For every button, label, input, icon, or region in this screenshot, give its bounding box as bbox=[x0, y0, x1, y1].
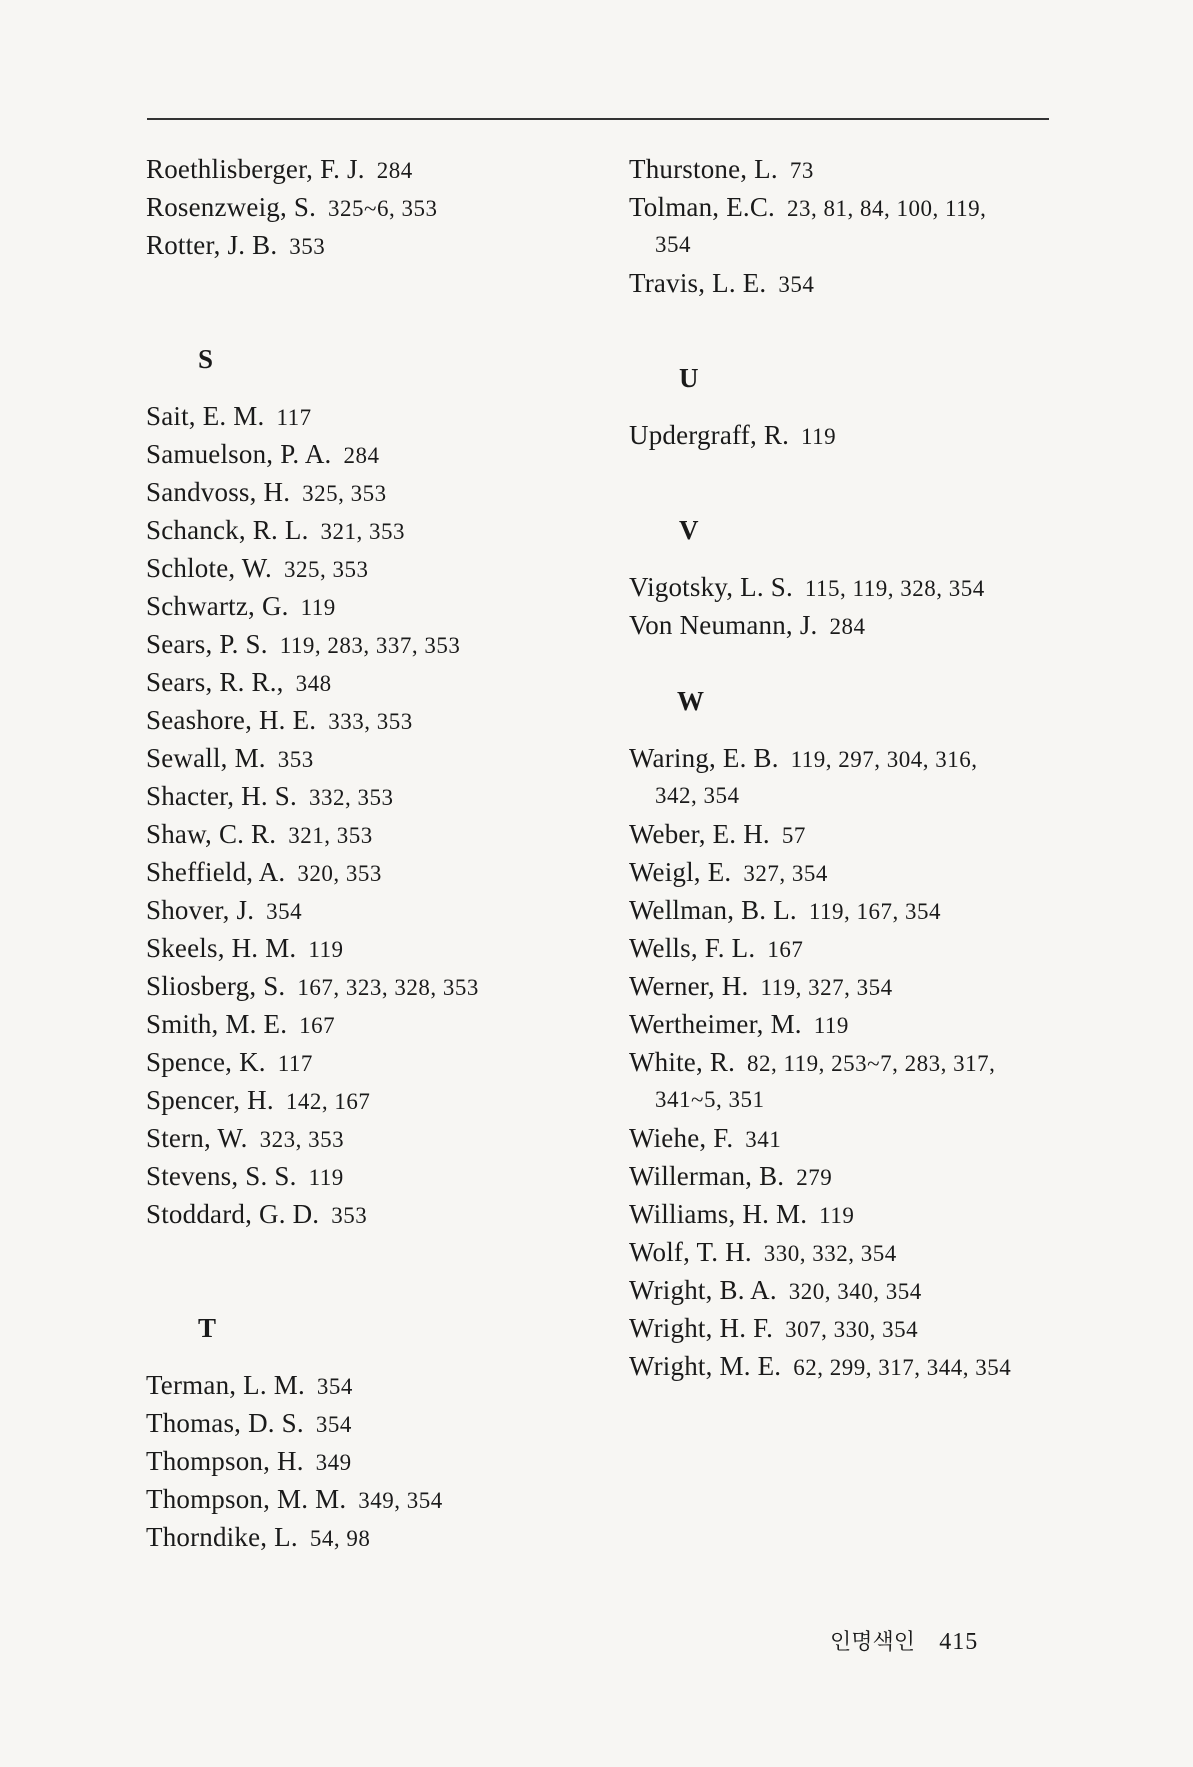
index-entry bbox=[146, 891, 586, 929]
section-heading-s: S bbox=[198, 344, 214, 374]
entry-name: Smith, M. E. bbox=[146, 1009, 288, 1039]
entry-pages: 119 bbox=[308, 937, 344, 962]
entry-name: Sears, R. R., bbox=[146, 667, 284, 697]
entry-name: Sandvoss, H. bbox=[146, 477, 291, 507]
section-heading-t: T bbox=[198, 1313, 217, 1343]
section-heading-w: W bbox=[677, 686, 704, 716]
entry-name: Thompson, H. bbox=[146, 1446, 304, 1476]
index-entry bbox=[146, 777, 586, 815]
index-entry bbox=[146, 1480, 586, 1518]
index-label: 인명색인 bbox=[830, 1630, 916, 1655]
entry-pages: 119 bbox=[801, 424, 837, 449]
entry-name: Roethlisberger, F. J. bbox=[146, 154, 365, 184]
entry-name: Updergraff, R. bbox=[629, 420, 790, 450]
index-entry: Wright, M. E. 62, 299, 317, 344, 354 bbox=[629, 1351, 1012, 1381]
index-entry bbox=[146, 1081, 586, 1119]
index-entry: Wolf, T. H. 330, 332, 354 bbox=[629, 1237, 897, 1267]
s-entries bbox=[146, 397, 586, 1233]
entry-pages: 119, 283, 337, 353 bbox=[279, 633, 461, 658]
entry-name: Vigotsky, L. S. bbox=[629, 572, 793, 602]
entry-name: Von Neumann, J. bbox=[629, 610, 818, 640]
page-footer bbox=[830, 1625, 978, 1656]
entry-name: Stevens, S. S. bbox=[146, 1161, 297, 1191]
index-entry bbox=[146, 1518, 586, 1556]
index-entry bbox=[146, 967, 586, 1005]
entry-pages: 349 bbox=[315, 1450, 352, 1475]
index-entry bbox=[146, 226, 586, 264]
index-entry bbox=[629, 416, 1059, 454]
index-entry bbox=[146, 663, 586, 701]
t-entries-left bbox=[146, 1366, 586, 1556]
entry-pages: 167 bbox=[299, 1013, 336, 1038]
top-rule bbox=[147, 118, 1049, 120]
entry-pages: 115, 119, 328, 354 bbox=[804, 576, 985, 601]
entry-pages: 119 bbox=[300, 595, 336, 620]
entry-pages: 353 bbox=[277, 747, 314, 772]
entry-name: Sears, P. S. bbox=[146, 629, 268, 659]
entry-pages: 54, 98 bbox=[309, 1526, 371, 1551]
index-entry: Waring, E. B. 119, 297, 304, 316, bbox=[629, 743, 978, 773]
index-entry bbox=[146, 1043, 586, 1081]
entry-pages: 354 bbox=[266, 899, 303, 924]
index-entry bbox=[146, 1442, 586, 1480]
entry-pages: 321, 353 bbox=[288, 823, 373, 848]
entry-name: Sait, E. M. bbox=[146, 401, 265, 431]
entry-pages: 354 bbox=[316, 1374, 353, 1399]
index-entry bbox=[146, 701, 586, 739]
v-entries bbox=[629, 568, 1059, 644]
entry-continuation: 342, 354 bbox=[655, 783, 740, 808]
entry-name: Schlote, W. bbox=[146, 553, 272, 583]
entry-name: Sewall, M. bbox=[146, 743, 266, 773]
entry-name: Terman, L. M. bbox=[146, 1370, 305, 1400]
index-entry bbox=[146, 853, 586, 891]
entry-pages: 284 bbox=[829, 614, 866, 639]
r-entries bbox=[146, 150, 586, 264]
index-entry bbox=[629, 568, 1059, 606]
entry-name: Stoddard, G. D. bbox=[146, 1199, 320, 1229]
entry-name: Rosenzweig, S. bbox=[146, 192, 317, 222]
index-entry bbox=[146, 397, 586, 435]
entry-pages: 167, 323, 328, 353 bbox=[297, 975, 479, 1000]
entry-continuation: 341~5, 351 bbox=[655, 1087, 765, 1112]
index-entry: Wright, B. A. 320, 340, 354 bbox=[629, 1275, 922, 1305]
entry-name: Spencer, H. bbox=[146, 1085, 274, 1115]
index-entry: Wellman, B. L. 119, 167, 354 bbox=[629, 895, 942, 925]
entry-pages: 323, 353 bbox=[259, 1127, 345, 1152]
entry-name: Thompson, M. M. bbox=[146, 1484, 347, 1514]
index-entry bbox=[146, 625, 586, 663]
right-column bbox=[629, 150, 1059, 1385]
entry-pages: 325, 353 bbox=[302, 481, 387, 506]
entry-name: Schanck, R. L. bbox=[146, 515, 309, 545]
index-entry bbox=[146, 739, 586, 777]
index-entry bbox=[146, 587, 586, 625]
index-entry: Wright, H. F. 307, 330, 354 bbox=[629, 1313, 919, 1343]
entry-pages: 332, 353 bbox=[308, 785, 394, 810]
index-entry bbox=[146, 188, 586, 226]
left-column bbox=[146, 150, 586, 1556]
entry-pages: 320, 353 bbox=[297, 861, 382, 886]
entry-name: Shacter, H. S. bbox=[146, 781, 297, 811]
entry-pages: 284 bbox=[376, 158, 413, 183]
index-entry: White, R. 82, 119, 253~7, 283, 317, bbox=[629, 1047, 996, 1077]
index-entry bbox=[146, 1157, 586, 1195]
index-entry: Weber, E. H. 57 bbox=[629, 819, 806, 849]
entry-pages: 348 bbox=[295, 671, 332, 696]
index-entry bbox=[146, 1119, 586, 1157]
section-heading-v: V bbox=[679, 515, 699, 545]
index-entry: Tolman, E.C. 23, 81, 84, 100, 119, bbox=[629, 192, 987, 222]
entry-pages: 353 bbox=[289, 234, 326, 259]
entry-pages: 321, 353 bbox=[320, 519, 406, 544]
index-entry bbox=[146, 1005, 586, 1043]
section-heading-u: U bbox=[679, 363, 699, 393]
entry-pages: 142, 167 bbox=[285, 1089, 371, 1114]
index-entry: Werner, H. 119, 327, 354 bbox=[629, 971, 893, 1001]
entry-name: Shaw, C. R. bbox=[146, 819, 277, 849]
entry-pages: 117 bbox=[276, 405, 312, 430]
entry-name: Sheffield, A. bbox=[146, 857, 286, 887]
index-entry: Thurstone, L. 73 bbox=[629, 154, 814, 184]
index-entry: Wells, F. L. 167 bbox=[629, 933, 804, 963]
index-entry: Travis, L. E. 354 bbox=[629, 268, 815, 298]
index-entry bbox=[146, 929, 586, 967]
entry-pages: 353 bbox=[331, 1203, 368, 1228]
entry-continuation: 354 bbox=[655, 232, 691, 257]
entry-pages: 354 bbox=[315, 1412, 352, 1437]
entry-name: Skeels, H. M. bbox=[146, 933, 297, 963]
entry-pages: 119 bbox=[308, 1165, 344, 1190]
index-entry bbox=[146, 1195, 586, 1233]
entry-pages: 349, 354 bbox=[358, 1488, 443, 1513]
entry-pages: 117 bbox=[277, 1051, 313, 1076]
index-entry: Wertheimer, M. 119 bbox=[629, 1009, 849, 1039]
u-entries bbox=[629, 416, 1059, 454]
entry-pages: 333, 353 bbox=[328, 709, 413, 734]
entry-pages: 325~6, 353 bbox=[328, 196, 438, 221]
entry-name: Seashore, H. E. bbox=[146, 705, 317, 735]
index-entry bbox=[146, 1366, 586, 1404]
entry-name: Thorndike, L. bbox=[146, 1522, 298, 1552]
index-entry bbox=[629, 606, 1059, 644]
index-entry bbox=[146, 549, 586, 587]
entry-name: Sliosberg, S. bbox=[146, 971, 286, 1001]
index-entry: Willerman, B. 279 bbox=[629, 1161, 833, 1191]
entry-name: Samuelson, P. A. bbox=[146, 439, 332, 469]
index-entry bbox=[146, 815, 586, 853]
index-entry: Weigl, E. 327, 354 bbox=[629, 857, 828, 887]
index-entry bbox=[146, 473, 586, 511]
entry-pages: 325, 353 bbox=[283, 557, 369, 582]
index-entry: Williams, H. M. 119 bbox=[629, 1199, 855, 1229]
entry-pages: 284 bbox=[343, 443, 380, 468]
page-number: 415 bbox=[939, 1629, 979, 1655]
index-entry bbox=[146, 435, 586, 473]
index-entry bbox=[146, 1404, 586, 1442]
entry-name: Thomas, D. S. bbox=[146, 1408, 304, 1438]
entry-name: Schwartz, G. bbox=[146, 591, 289, 621]
entry-name: Shover, J. bbox=[146, 895, 255, 925]
entry-name: Rotter, J. B. bbox=[146, 230, 278, 260]
index-entry bbox=[146, 150, 586, 188]
index-entry: Wiehe, F. 341 bbox=[629, 1123, 782, 1153]
entry-name: Stern, W. bbox=[146, 1123, 248, 1153]
index-entry bbox=[146, 511, 586, 549]
entry-name: Spence, K. bbox=[146, 1047, 266, 1077]
